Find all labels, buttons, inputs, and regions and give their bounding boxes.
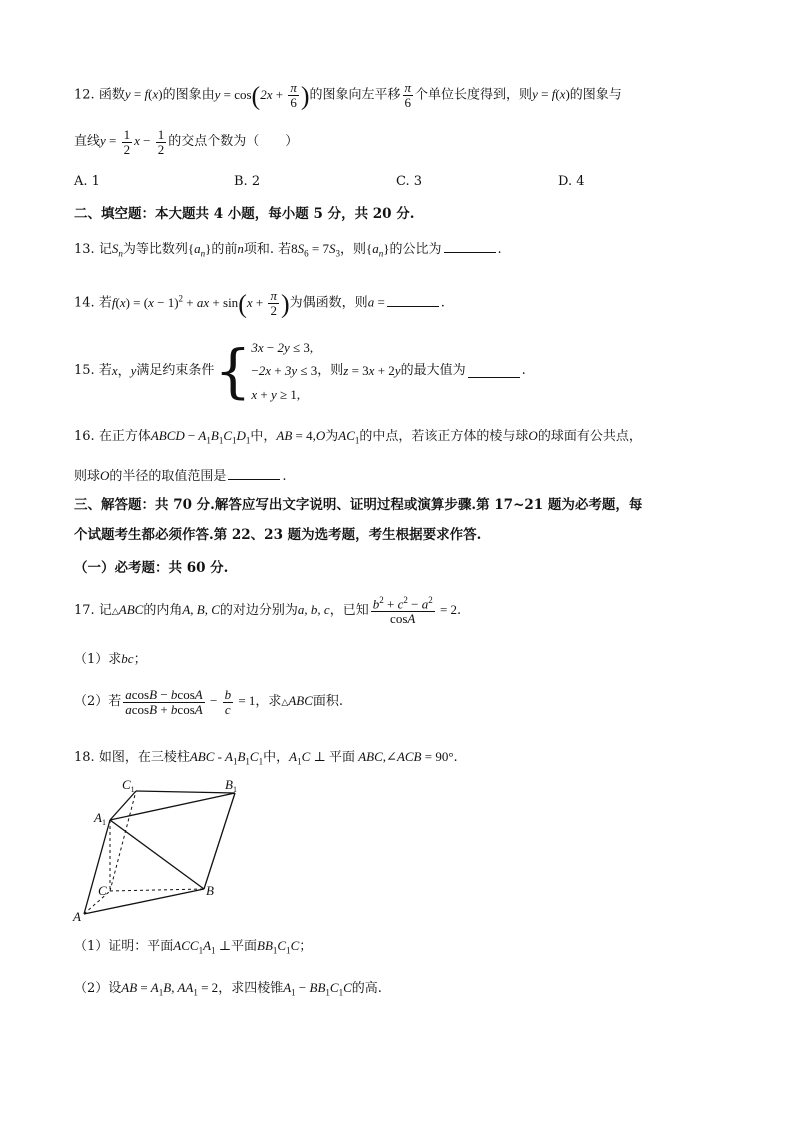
q18-part1 — [74, 938, 312, 956]
q18-text: （2）设 — [74, 981, 122, 996]
q18-math: $A_1 - BB_1C_1C$ — [283, 980, 352, 998]
section2-title: 二、填空题：本大题共 4 小题，每小题 5 分，共 20 分. — [74, 206, 415, 222]
q12-option-d: D. 4 — [558, 174, 585, 189]
edge-A-A1 — [84, 820, 110, 914]
q14-text: 为偶函数，则 — [289, 295, 368, 311]
label-B: B — [206, 883, 214, 898]
q16-text: . — [282, 469, 287, 484]
q17-part2 — [74, 688, 343, 716]
q17-math: △ABC — [281, 693, 313, 709]
q17-text: 记 — [98, 602, 112, 618]
prism-figure — [70, 774, 270, 934]
q16-text: 的中点，若该正方体的棱与球 — [359, 429, 529, 444]
q18-text: 如图，在三棱柱 — [98, 750, 190, 765]
edge-A1-B — [110, 820, 204, 889]
q17-math: a, b, c — [297, 601, 330, 617]
label-B1: $B_1$ — [225, 777, 237, 794]
section3-line1: 三、解答题：共 70 分.解答应写出文字说明、证明过程或演算步骤.第 17~21 题为必考题，每 — [74, 497, 643, 513]
q14 — [74, 288, 445, 319]
q16-text: 中， — [250, 429, 277, 444]
q12-option-c: C. 3 — [396, 174, 423, 189]
q18-text: ； — [299, 939, 313, 954]
q17-text: ，已知 — [329, 602, 369, 618]
q12-line1 — [74, 80, 622, 111]
q13-math: $\{a_n\}$ — [366, 241, 390, 259]
q13-text: 为等比数列 — [122, 242, 188, 257]
q12-func2: y = f(x) — [532, 86, 570, 102]
q17-math: bc — [121, 651, 134, 666]
q13-text: ，则 — [339, 242, 366, 257]
q18-text: 平面 — [231, 939, 258, 954]
q18-math: $A_1C$ ⊥ 平面 ABC,∠ACB = 90° — [289, 749, 454, 767]
q13-blank[interactable] — [444, 240, 496, 253]
q12-shift: $\frac{\pi}{6}$ — [404, 79, 412, 110]
q12-text: 的图象向左平移 — [309, 87, 401, 103]
q13-text: 的前 — [211, 242, 238, 257]
q16-math: O — [528, 428, 538, 443]
q12-line-eq: y = $\frac{1}{2}$ x − $\frac{1}{2}$ — [100, 127, 165, 157]
q12-option-a: A. 1 — [74, 174, 100, 189]
q17-text: 面积. — [312, 694, 344, 710]
q15-math: x，y — [111, 363, 137, 379]
q16-text: 则球 — [74, 469, 101, 484]
q15-number: 15. — [74, 363, 95, 379]
q12-line2 — [74, 128, 298, 156]
q16-line1 — [74, 428, 642, 446]
q18-part2 — [74, 980, 382, 998]
q17-text: 的对边分别为 — [219, 602, 298, 618]
q18-text: ，求四棱锥 — [218, 981, 284, 996]
q16-math: AB = 4,O — [276, 428, 326, 443]
q13 — [74, 240, 502, 259]
q16-math: ABCD − $A_1B_1C_1D_1$ — [150, 428, 251, 446]
q17-math: △ABC — [111, 601, 144, 617]
q15-text: ，则 — [317, 363, 344, 379]
q14-text: . — [440, 295, 445, 311]
edge-A1-B1 — [110, 793, 235, 820]
q15-brace: { — [214, 337, 252, 406]
q12-text: 的交点个数为（ ） — [168, 134, 299, 150]
q16-text: 的半径的取值范围是 — [109, 469, 227, 484]
q15-text: 若 — [98, 363, 112, 379]
q17 — [74, 596, 461, 626]
q16-text: 在正方体 — [98, 429, 151, 444]
q17-math: $\frac{b^2 + c^2 - a^2}{\cos A}$ = 2 — [372, 595, 458, 626]
q12-text: 的图象与 — [569, 87, 622, 103]
label-C1: $C_1$ — [122, 777, 135, 794]
label-A1: $A_1$ — [94, 810, 106, 827]
q13-text: 记 — [98, 242, 112, 257]
q15-text: 满足约束条件 — [136, 363, 215, 379]
q17-text: . — [457, 602, 462, 618]
q18-text: （1）证明：平面 — [74, 939, 174, 954]
q16-text: 的球面有公共点， — [537, 429, 642, 444]
q18-text: 中， — [263, 750, 290, 765]
q16-math: $AC_1$ — [338, 428, 360, 446]
q17-text: 的内角 — [143, 602, 183, 618]
q14-text: 若 — [98, 295, 112, 311]
q12-option-b: B. 2 — [234, 174, 261, 189]
q15-system: 3x − 2y ≤ 3, −2x + 3y ≤ 3 x + y ≥ 1, — [251, 340, 318, 402]
q15-blank[interactable] — [468, 365, 520, 378]
q16-number: 16. — [74, 429, 95, 444]
q18-math: $ACC_1A_1$ ⊥ — [173, 938, 232, 956]
q18-text: 的高. — [351, 981, 382, 996]
q13-math: $8S_6 = 7S_3$ — [291, 241, 340, 259]
q17-text: （1）求 — [74, 652, 122, 667]
q14-math: a = — [367, 294, 385, 310]
q18-number: 18. — [74, 750, 95, 765]
section3-line2: 个试题考生都必须作答.第 22、23 题为选考题，考生根据要求作答. — [74, 527, 482, 543]
q14-math: $f(x) = (x - 1)^2$ + ax + sin(x + $\frac{\pi}{2}$ ) — [111, 288, 290, 319]
section3-sub: （一）必考题：共 60 分. — [74, 560, 229, 576]
q13-text: 的公比为 — [389, 242, 442, 257]
q18-text: . — [453, 750, 458, 765]
q13-math: $\{a_n\}$ — [187, 241, 212, 259]
edge-B-B1 — [204, 793, 235, 889]
q14-number: 14. — [74, 295, 95, 311]
label-C: C — [98, 883, 107, 898]
q13-math: n — [237, 241, 244, 256]
q16-math: O — [100, 468, 110, 483]
q12-cos: y = cos(2x + $\frac{\pi}{6}$ ) — [214, 80, 310, 111]
q17-text: ，求 — [255, 694, 282, 710]
q13-text: . — [497, 242, 502, 257]
q15-math: z = 3x + 2y — [343, 363, 401, 379]
q12-func: y = f(x) — [124, 86, 163, 102]
label-A: A — [73, 909, 81, 924]
q13-math: $S_n$ — [111, 241, 123, 259]
q14-blank[interactable] — [387, 294, 439, 307]
q17-text: ； — [133, 652, 147, 667]
q16-text: 为 — [325, 429, 339, 444]
q16-line2 — [74, 467, 287, 485]
q15-text: 的最大值为 — [400, 363, 466, 379]
q12-text: 个单位长度得到，则 — [415, 87, 533, 103]
edge-C1-B1 — [136, 791, 235, 793]
q15-text: . — [521, 363, 526, 379]
q17-number: 17. — [74, 602, 95, 618]
q18-math: AB = $A_1B$, $AA_1 = 2$ — [121, 980, 219, 998]
q16-blank[interactable] — [228, 467, 280, 480]
q13-number: 13. — [74, 242, 95, 257]
q12-text: 直线 — [74, 134, 101, 150]
q12-text: 函数 — [98, 87, 125, 103]
q12-number: 12. — [74, 87, 95, 103]
q17-part1 — [74, 651, 147, 668]
q15 — [74, 336, 526, 406]
q12-text: 的图象由 — [162, 87, 215, 103]
q18 — [74, 749, 458, 767]
q18-math: ABC - $A_1B_1C_1$ — [189, 749, 264, 767]
q17-math: A, B, C — [182, 601, 220, 617]
q13-text: 项和. 若 — [243, 242, 292, 257]
edge-C-B — [110, 889, 204, 891]
q17-text: （2）若 — [74, 694, 122, 710]
q17-math: $\frac{acosB - bcosA}{acosB + bcosA}$ − $\frac{b}{c}$ = 1 — [125, 687, 256, 717]
q18-math: $BB_1C_1C$ — [257, 938, 300, 956]
